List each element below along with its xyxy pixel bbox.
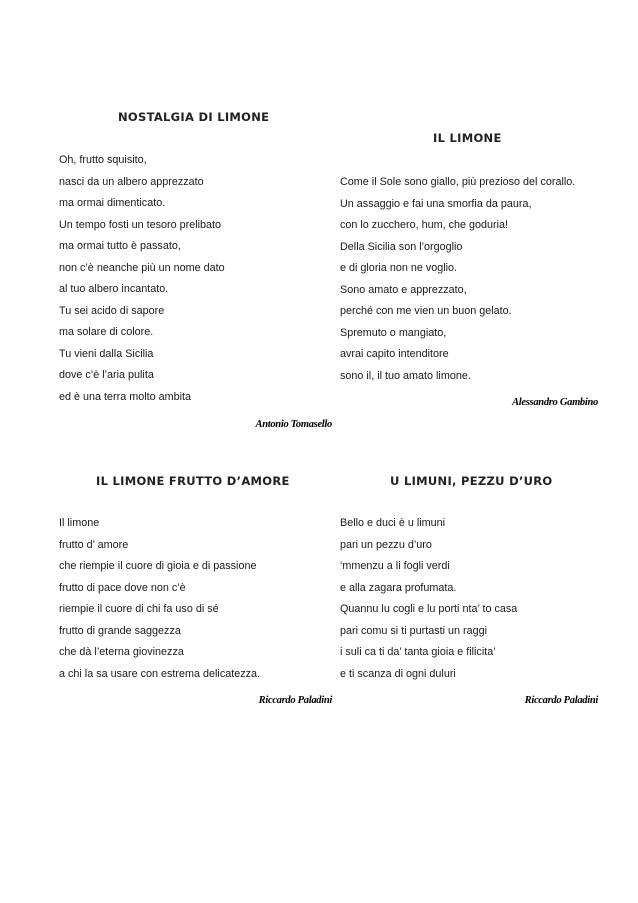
poem-line: Bello e duci è u limuni [340,517,446,529]
poem-author-alessandro-gambino: Alessandro Gambino [512,397,598,408]
poem-line: al tuo albero incantato. [59,283,169,295]
poem-line: frutto di grande saggezza [59,624,181,637]
poem-line: nasci da un albero apprezzato [59,175,204,188]
poem-line: frutto di pace dove non c’è [59,581,186,594]
poem-line: Un tempo fosti un tesoro prelibato [59,218,222,231]
poem-line: frutto d’ amore [59,538,129,551]
poem-line: che dà l’eterna giovinezza [59,646,184,658]
poem-line: Il limone [59,517,100,529]
poem-line: ma ormai dimenticato. [59,197,166,209]
poem-line: ma solare di colore. [59,326,154,338]
poem-line: Della Sicilia son l’orgoglio [340,240,463,253]
poem-line: perché con me vien un buon gelato. [340,305,512,317]
poem-line: Tu sei acido di sapore [59,304,165,317]
poem-line: Sono amato e apprezzato, [340,283,467,296]
poem-line: a chi la sa usare con estrema delicatezza. [59,667,261,680]
poem-title-nostalgia-di-limone: NOSTALGIA DI LIMONE [118,110,270,124]
poem-line: e ti scanza di ogni duluri [340,667,456,680]
poem-body-il-limone [340,172,610,387]
poem-author-riccardo-paladini-2: Riccardo Paladini [524,695,598,706]
poem-title-u-limuni-pezzu-duro: U LIMUNI, PEZZU D’URO [390,474,553,488]
poem-line: ‘mmenzu a li fogli verdi [340,560,450,572]
poem-line: Oh, frutto squisito, [59,154,147,166]
poem-body-u-limuni-pezzu-duro [340,513,610,685]
poem-line: pari un pezzu d’uro [340,538,432,551]
poem-author-riccardo-paladini-1: Riccardo Paladini [258,695,332,706]
poem-body-il-limone-frutto-damore [59,513,329,685]
poem-line: ma ormai tutto è passato, [59,240,181,252]
poem-line: ed è una terra molto ambita [59,390,192,403]
poem-line: che riempie il cuore di gioia e di passione [59,560,257,572]
poem-line: avrai capito intenditore [340,348,449,360]
poem-line: Tu vieni dalla Sicilia [59,347,154,360]
poem-line: e alla zagara profumata. [340,581,457,594]
poem-line: Quannu lu cogli e lu porti nta’ to casa [340,603,518,615]
poem-line: dove c’è l’aria pulita [59,369,154,381]
poem-line: Come il Sole sono giallo, più prezioso del corallo. [340,176,576,188]
poem-line: riempie il cuore di chi fa uso di sé [59,603,219,615]
poem-body-nostalgia-di-limone [59,150,329,408]
poem-line: Spremuto o mangiato, [340,326,447,339]
poem-line: con lo zucchero, hum, che goduria! [340,219,509,231]
poem-line: i suli ca ti da’ tanta gioia e filicita’ [340,646,496,658]
poem-title-il-limone-frutto-damore: IL LIMONE FRUTTO D’AMORE [96,474,290,488]
poem-title-il-limone: IL LIMONE [433,131,502,145]
poem-author-antonio-tomasello: Antonio Tomasello [255,419,332,430]
poem-line: e di gloria non ne voglio. [340,262,458,274]
poem-line: pari comu si ti purtasti un raggi [340,624,488,637]
poem-line: sono il, il tuo amato limone. [340,369,471,382]
poem-line: non c’è neanche più un nome dato [59,261,225,274]
poem-line: Un assaggio e fai una smorfia da paura, [340,197,532,210]
